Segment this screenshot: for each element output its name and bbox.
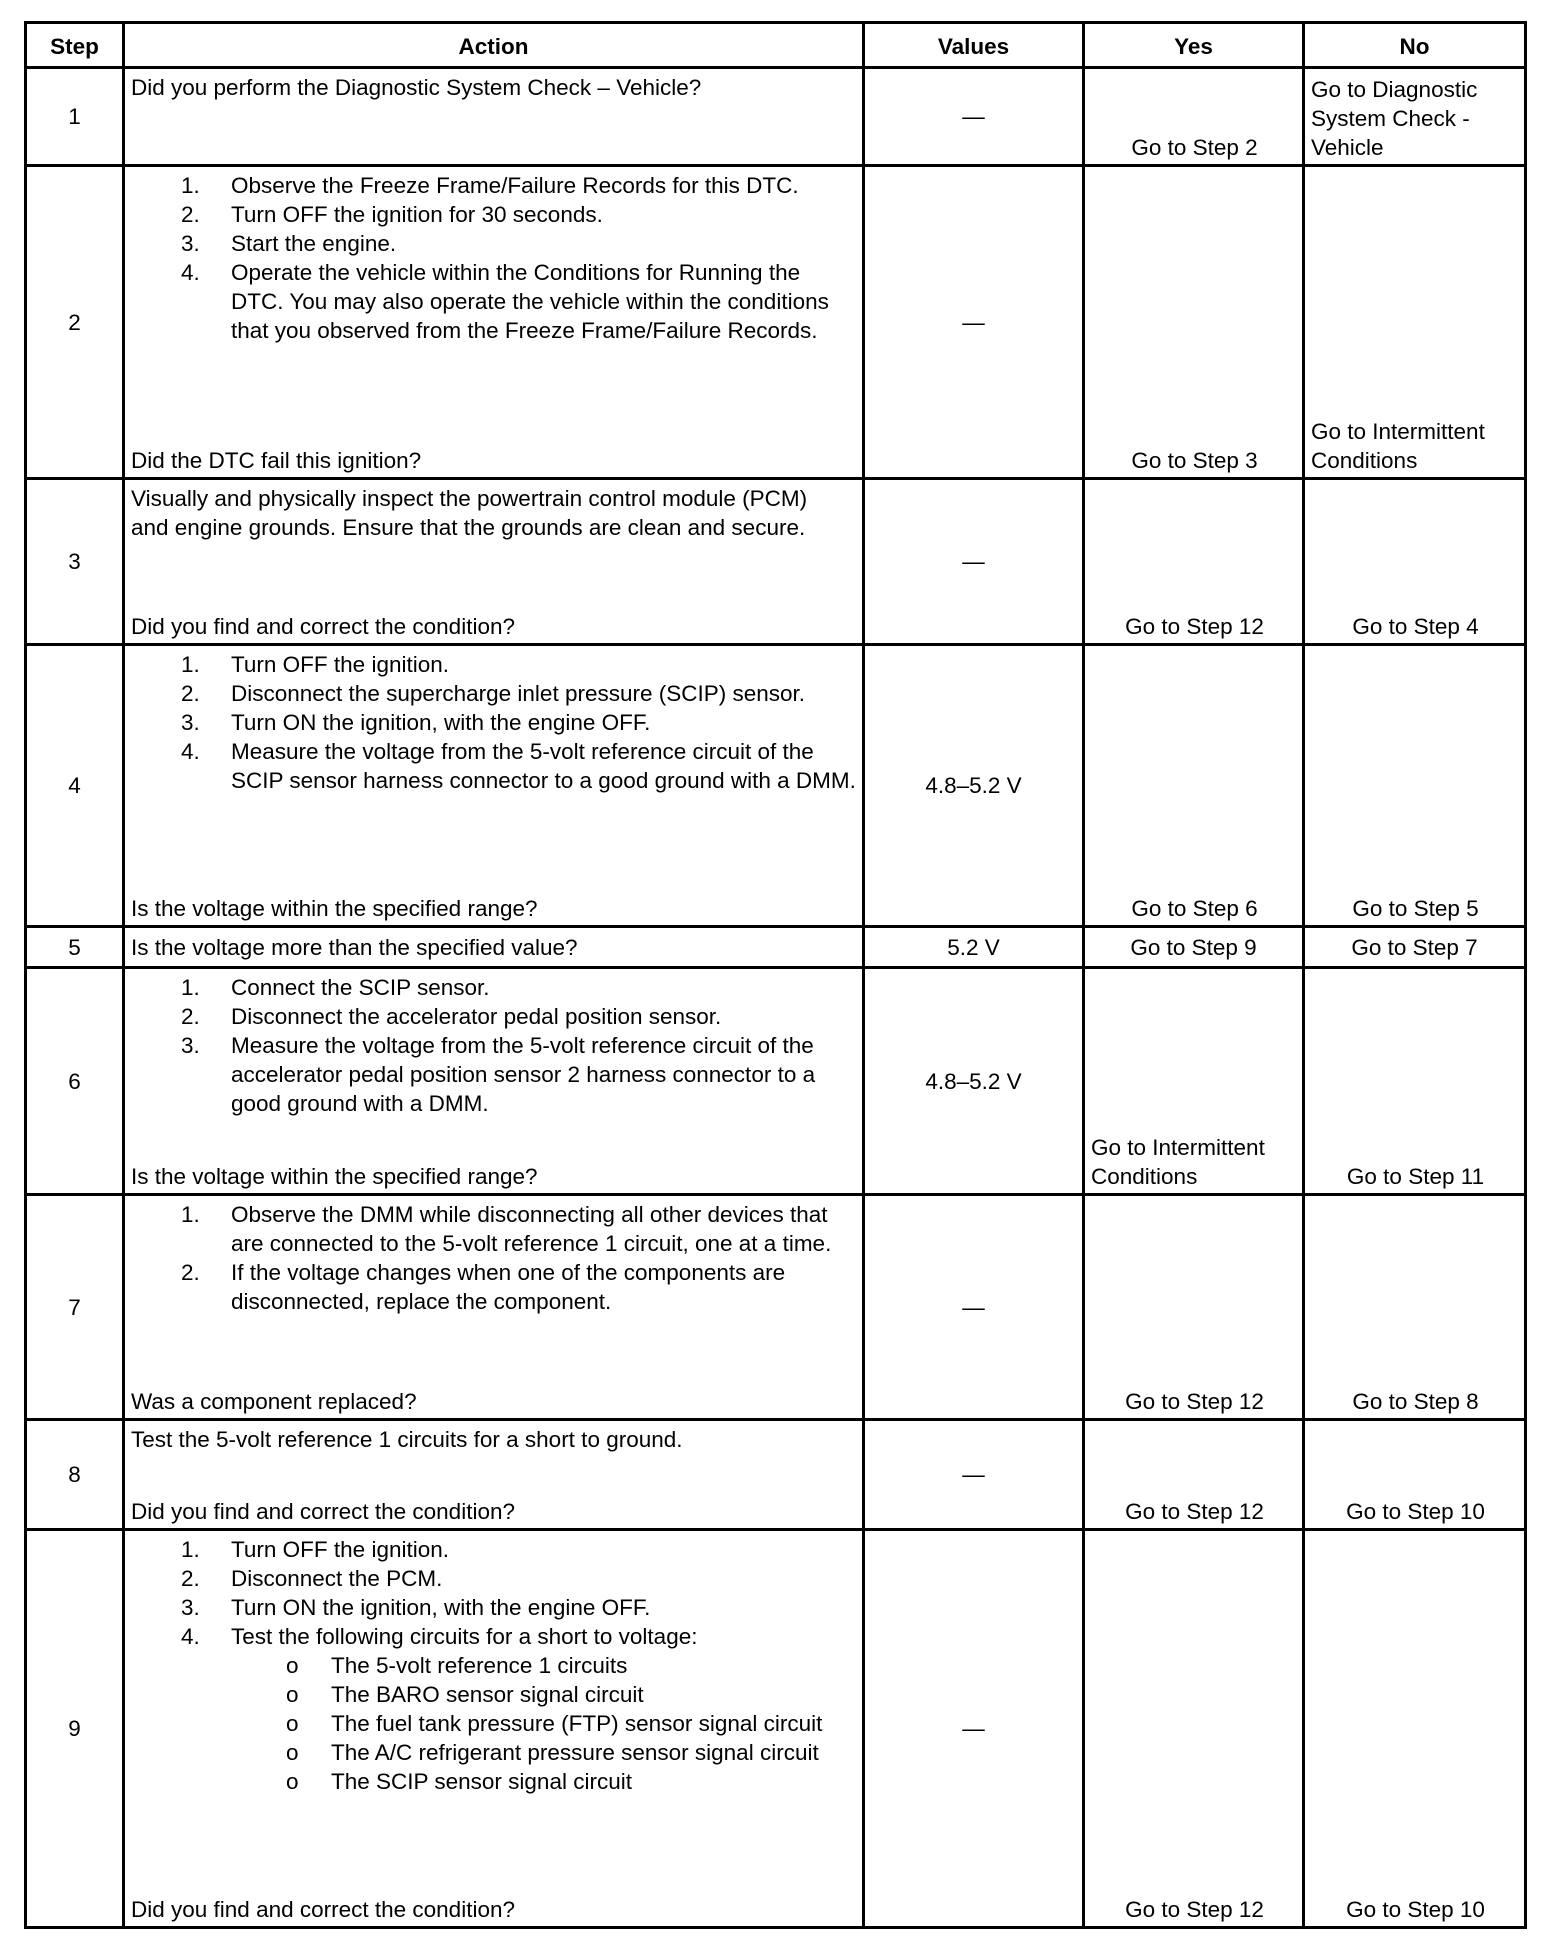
list-item: 2. Disconnect the supercharge inlet pressure (SCIP) sensor.	[181, 681, 806, 706]
action-cell	[124, 968, 864, 1195]
step-instruction: Start the engine.	[231, 231, 397, 256]
no-text: Go to Step 10	[1346, 1499, 1485, 1524]
list-item	[131, 1651, 856, 1680]
yes-cell	[1084, 479, 1304, 645]
action-question: Did you find and correct the condition?	[131, 1897, 515, 1922]
action-cell	[124, 927, 864, 968]
step-instruction: Disconnect the accelerator pedal position sensor.	[231, 1004, 722, 1029]
value-cell: —	[864, 166, 1084, 479]
yes-text: Go to Step 6	[1131, 896, 1258, 921]
list-item	[131, 1767, 856, 1796]
list-item: 4. Operate the vehicle within the Conditions for Running the DTC. You may also operate the vehicle within the conditions that you observed from the Freeze Frame/Failure Records.	[181, 260, 829, 343]
action-question: Did the DTC fail this ignition?	[131, 448, 422, 473]
list-item: 2. Disconnect the accelerator pedal position sensor.	[181, 1004, 722, 1029]
yes-cell	[1084, 1195, 1304, 1420]
no-text: Go to Step 10	[1346, 1897, 1485, 1922]
action-cell	[124, 479, 864, 645]
no-cell	[1304, 968, 1526, 1195]
step-instruction: Turn OFF the ignition for 30 seconds.	[231, 202, 603, 227]
action-cell	[124, 1195, 864, 1420]
value-cell: 4.8–5.2 V	[864, 968, 1084, 1195]
list-item	[131, 1738, 856, 1767]
no-text: Go to Step 5	[1352, 896, 1479, 921]
header-step: Step	[26, 23, 124, 68]
no-cell	[1304, 166, 1526, 479]
action-question: Is the voltage within the specified range?	[131, 896, 538, 921]
action-text: Test the 5-volt reference 1 circuits for a short to ground.	[131, 1427, 683, 1452]
list-item: 2. If the voltage changes when one of the components are disconnected, replace the component.	[181, 1260, 786, 1314]
action-question: Did you find and correct the condition?	[131, 1499, 515, 1524]
circuit-item: The fuel tank pressure (FTP) sensor signal circuit	[331, 1711, 823, 1736]
step-instruction: Turn ON the ignition, with the engine OFF.	[231, 710, 651, 735]
list-item: 3. Measure the voltage from the 5-volt reference circuit of the accelerator pedal position sensor 2 harness connector to a good ground with a DMM.	[181, 1033, 816, 1116]
value-cell: —	[864, 68, 1084, 166]
value-cell: 4.8–5.2 V	[864, 645, 1084, 927]
no-text: Go to Step 4	[1352, 614, 1479, 639]
action-steps-list	[131, 171, 856, 345]
diagnostic-table	[24, 21, 1527, 1929]
step-number: 9	[26, 1530, 124, 1928]
step-number: 6	[26, 968, 124, 1195]
header-action: Action	[124, 23, 864, 68]
list-item: 2. Disconnect the PCM.	[181, 1566, 443, 1591]
header-no: No	[1304, 23, 1526, 68]
table-header-row	[26, 23, 1526, 68]
list-item: 1. Observe the Freeze Frame/Failure Records for this DTC.	[181, 173, 799, 198]
no-text: Go to Step 8	[1352, 1389, 1479, 1414]
step-instruction: Observe the Freeze Frame/Failure Records for this DTC.	[231, 173, 799, 198]
list-item: 4. Test the following circuits for a short to voltage:	[181, 1624, 698, 1649]
list-item: 3. Turn ON the ignition, with the engine OFF.	[181, 1595, 651, 1620]
table-row	[26, 645, 1526, 927]
yes-text: Go to Step 2	[1131, 135, 1258, 160]
yes-text: Go to Step 12	[1125, 614, 1264, 639]
yes-text: Go to Step 12	[1125, 1897, 1264, 1922]
circle-bullet-icon: o	[286, 1740, 299, 1765]
step-instruction: Turn OFF the ignition.	[231, 1537, 450, 1562]
value-cell: —	[864, 1195, 1084, 1420]
yes-cell: Go to Step 9	[1084, 927, 1304, 968]
list-item: 1. Connect the SCIP sensor.	[181, 975, 490, 1000]
action-question: Did you find and correct the condition?	[131, 614, 515, 639]
list-item: 3. Turn ON the ignition, with the engine OFF.	[181, 710, 651, 735]
action-cell	[124, 1420, 864, 1530]
no-cell	[1304, 1195, 1526, 1420]
list-item: 1. Observe the DMM while disconnecting all other devices that are connected to the 5-volt reference 1 circuit, one at a time.	[181, 1202, 832, 1256]
circle-bullet-icon: o	[286, 1653, 299, 1678]
yes-text: Go to Intermittent Conditions	[1091, 1135, 1265, 1189]
step-instruction: If the voltage changes when one of the components are disconnected, replace the component.	[231, 1260, 786, 1314]
action-steps-list	[131, 973, 856, 1118]
action-cell	[124, 1530, 864, 1928]
no-text: Go to Step 11	[1346, 1164, 1485, 1189]
yes-cell	[1084, 968, 1304, 1195]
step-number: 7	[26, 1195, 124, 1420]
yes-cell	[1084, 1530, 1304, 1928]
list-item	[131, 1680, 856, 1709]
step-number: 1	[26, 68, 124, 166]
circle-bullet-icon: o	[286, 1711, 299, 1736]
circuit-item: The A/C refrigerant pressure sensor signal circuit	[331, 1740, 819, 1765]
value-cell: —	[864, 479, 1084, 645]
action-question: Was a component replaced?	[131, 1389, 417, 1414]
step-instruction: Test the following circuits for a short to voltage:	[231, 1624, 698, 1649]
value-cell: 5.2 V	[864, 927, 1084, 968]
list-item: 1. Turn OFF the ignition.	[181, 1537, 450, 1562]
list-item: 4. Measure the voltage from the 5-volt reference circuit of the SCIP sensor harness connector to a good ground with a DMM.	[181, 739, 856, 793]
step-number: 8	[26, 1420, 124, 1530]
table-row	[26, 479, 1526, 645]
step-instruction: Operate the vehicle within the Conditions for Running the DTC. You may also operate the vehicle within the conditions that you observed from the Freeze Frame/Failure Records.	[231, 260, 829, 343]
no-text: Go to Diagnostic System Check - Vehicle	[1311, 77, 1478, 160]
circuit-item: The BARO sensor signal circuit	[331, 1682, 644, 1707]
table-row	[26, 166, 1526, 479]
no-cell	[1304, 1420, 1526, 1530]
no-cell	[1304, 645, 1526, 927]
step-instruction: Connect the SCIP sensor.	[231, 975, 490, 1000]
action-cell	[124, 68, 864, 166]
action-question: Is the voltage within the specified range?	[131, 1164, 538, 1189]
action-text: Visually and physically inspect the powertrain control module (PCM) and engine grounds. Ensure that the grounds are clean and secure.	[131, 486, 808, 540]
step-number: 4	[26, 645, 124, 927]
list-item: 1. Turn OFF the ignition.	[181, 652, 450, 677]
yes-cell	[1084, 68, 1304, 166]
step-instruction: Turn ON the ignition, with the engine OFF.	[231, 1595, 651, 1620]
step-number: 5	[26, 927, 124, 968]
table-row	[26, 1530, 1526, 1928]
circuit-item: The 5-volt reference 1 circuits	[331, 1653, 628, 1678]
no-cell	[1304, 68, 1526, 166]
step-instruction: Disconnect the PCM.	[231, 1566, 443, 1591]
value-cell: —	[864, 1420, 1084, 1530]
yes-cell	[1084, 166, 1304, 479]
action-text: Did you perform the Diagnostic System Check – Vehicle?	[131, 75, 702, 100]
header-yes: Yes	[1084, 23, 1304, 68]
table-row	[26, 68, 1526, 166]
step-number: 3	[26, 479, 124, 645]
circuit-sub-list	[131, 1651, 856, 1796]
no-cell	[1304, 1530, 1526, 1928]
action-steps-list	[131, 650, 856, 795]
step-number: 2	[26, 166, 124, 479]
yes-cell	[1084, 645, 1304, 927]
list-item: 3. Start the engine.	[181, 231, 397, 256]
step-instruction: Turn OFF the ignition.	[231, 652, 450, 677]
step-instruction: Observe the DMM while disconnecting all other devices that are connected to the 5-volt reference 1 circuit, one at a time.	[231, 1202, 832, 1256]
step-instruction: Measure the voltage from the 5-volt reference circuit of the accelerator pedal position sensor 2 harness connector to a good ground with a DMM.	[231, 1033, 816, 1116]
step-instruction: Measure the voltage from the 5-volt reference circuit of the SCIP sensor harness connector to a good ground with a DMM.	[231, 739, 856, 793]
yes-text: Go to Step 3	[1131, 448, 1258, 473]
yes-text: Go to Step 12	[1125, 1389, 1264, 1414]
no-text: Go to Intermittent Conditions	[1311, 419, 1485, 473]
table-row	[26, 968, 1526, 1195]
yes-text: Go to Step 12	[1125, 1499, 1264, 1524]
action-steps-list	[131, 1200, 856, 1316]
step-instruction: Disconnect the supercharge inlet pressure (SCIP) sensor.	[231, 681, 806, 706]
action-cell	[124, 166, 864, 479]
list-item	[131, 1709, 856, 1738]
no-cell: Go to Step 7	[1304, 927, 1526, 968]
circle-bullet-icon: o	[286, 1682, 299, 1707]
table-row	[26, 1420, 1526, 1530]
action-steps-list	[131, 1535, 856, 1651]
circuit-item: The SCIP sensor signal circuit	[331, 1769, 632, 1794]
yes-cell	[1084, 1420, 1304, 1530]
no-cell	[1304, 479, 1526, 645]
table-row	[26, 927, 1526, 968]
action-text: Is the voltage more than the specified value?	[131, 934, 578, 960]
circle-bullet-icon: o	[286, 1769, 299, 1794]
value-cell: —	[864, 1530, 1084, 1928]
action-cell	[124, 645, 864, 927]
table-row	[26, 1195, 1526, 1420]
header-values: Values	[864, 23, 1084, 68]
list-item: 2. Turn OFF the ignition for 30 seconds.	[181, 202, 603, 227]
